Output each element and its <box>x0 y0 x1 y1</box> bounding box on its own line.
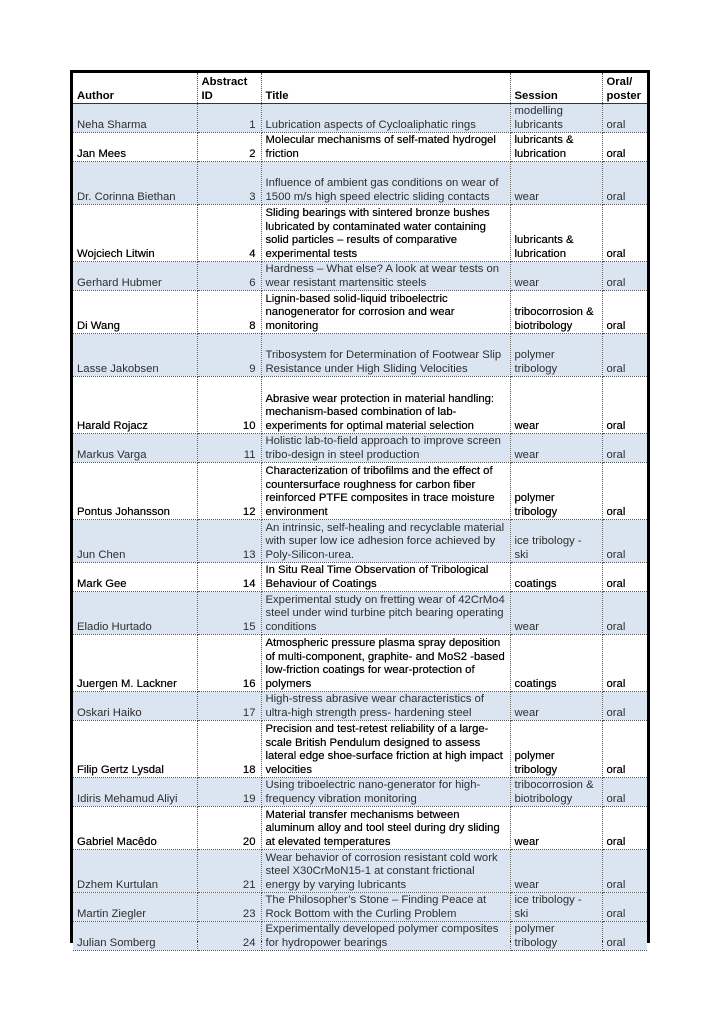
cell-abstract-id: 17 <box>197 692 261 721</box>
table-row <box>73 377 647 434</box>
cell-author: Di Wang <box>73 291 197 334</box>
cell-session: wear <box>510 162 602 205</box>
cell-abstract-id: 8 <box>197 291 261 334</box>
table-row <box>73 807 647 850</box>
cell-abstract-id: 9 <box>197 334 261 377</box>
table-row <box>73 334 647 377</box>
cell-session: wear <box>510 850 602 893</box>
cell-type: oral <box>602 377 647 434</box>
cell-abstract-id: 12 <box>197 463 261 520</box>
cell-session: coatings <box>510 563 602 592</box>
cell-abstract-id: 10 <box>197 377 261 434</box>
cell-abstract-id: 23 <box>197 893 261 922</box>
cell-session: wear <box>510 692 602 721</box>
cell-type: oral <box>602 721 647 778</box>
cell-type: oral <box>602 520 647 563</box>
cell-title: Tribosystem for Determination of Footwear Slip Resistance under High Sliding Velocities <box>261 334 510 377</box>
header-abstract-id: Abstract ID <box>197 73 261 104</box>
cell-author: Jan Mees <box>73 133 197 162</box>
cell-author: Juergen M. Lackner <box>73 635 197 692</box>
cell-session: polymer tribology <box>510 922 602 951</box>
cell-type: oral <box>602 692 647 721</box>
cell-author: Neha Sharma <box>73 104 197 133</box>
cell-abstract-id: 14 <box>197 563 261 592</box>
table-row <box>73 563 647 592</box>
cell-type: oral <box>602 434 647 463</box>
cell-author: Filip Gertz Lysdal <box>73 721 197 778</box>
cell-author: Martin Ziegler <box>73 893 197 922</box>
cell-session: wear <box>510 262 602 291</box>
cell-title: Atmospheric pressure plasma spray deposition of multi-component, graphite- and MoS2 -based low-friction coatings for wear-protection of polymers <box>261 635 510 692</box>
cell-title: In Situ Real Time Observation of Tribological Behaviour of Coatings <box>261 563 510 592</box>
cell-session: polymer tribology <box>510 334 602 377</box>
table-row <box>73 434 647 463</box>
cell-session: tribocorrosion & biotribology <box>510 291 602 334</box>
cell-session: modelling lubricants <box>510 104 602 133</box>
cell-type: oral <box>602 104 647 133</box>
table-row <box>73 520 647 563</box>
table-row <box>73 592 647 635</box>
table-row <box>73 162 647 205</box>
cell-type: oral <box>602 850 647 893</box>
cell-title: Holistic lab-to-field approach to improve screen tribo-design in steel production <box>261 434 510 463</box>
table-row <box>73 133 647 162</box>
cell-type: oral <box>602 205 647 262</box>
cell-abstract-id: 18 <box>197 721 261 778</box>
cell-title: Abrasive wear protection in material handling: mechanism-based combination of lab-experiments for optimal material selection <box>261 377 510 434</box>
cell-abstract-id: 20 <box>197 807 261 850</box>
cell-session: lubricants & lubrication <box>510 205 602 262</box>
table-row <box>73 262 647 291</box>
cell-title: The Philosopher’s Stone – Finding Peace at Rock Bottom with the Curling Problem <box>261 893 510 922</box>
header-title: Title <box>261 73 510 104</box>
cell-session: polymer tribology <box>510 721 602 778</box>
table-row <box>73 922 647 951</box>
table-row <box>73 778 647 807</box>
cell-session: ice tribology - ski <box>510 520 602 563</box>
table-row <box>73 205 647 262</box>
table-row <box>73 893 647 922</box>
cell-author: Eladio Hurtado <box>73 592 197 635</box>
cell-session: polymer tribology <box>510 463 602 520</box>
cell-title: Characterization of tribofilms and the effect of countersurface roughness for carbon fiber reinforced PTFE composites in trace moisture environment <box>261 463 510 520</box>
cell-type: oral <box>602 807 647 850</box>
cell-title: Hardness – What else? A look at wear tests on wear resistant martensitic steels <box>261 262 510 291</box>
cell-abstract-id: 3 <box>197 162 261 205</box>
cell-session: wear <box>510 592 602 635</box>
cell-author: Lasse Jakobsen <box>73 334 197 377</box>
table-row <box>73 850 647 893</box>
cell-type: oral <box>602 133 647 162</box>
cell-abstract-id: 21 <box>197 850 261 893</box>
cell-type: oral <box>602 592 647 635</box>
cell-type: oral <box>602 162 647 205</box>
cell-session: ice tribology - ski <box>510 893 602 922</box>
cell-type: oral <box>602 563 647 592</box>
cell-type: oral <box>602 463 647 520</box>
abstracts-table <box>73 73 647 951</box>
cell-type: oral <box>602 893 647 922</box>
cell-abstract-id: 19 <box>197 778 261 807</box>
header-author: Author <box>73 73 197 104</box>
table-row <box>73 463 647 520</box>
cell-author: Pontus Johansson <box>73 463 197 520</box>
cell-author: Idiris Mehamud Aliyi <box>73 778 197 807</box>
cell-type: oral <box>602 922 647 951</box>
cell-type: oral <box>602 262 647 291</box>
cell-title: Precision and test-retest reliability of a large-scale British Pendulum designed to assess lateral edge shoe-surface friction at high impact velocities <box>261 721 510 778</box>
cell-abstract-id: 2 <box>197 133 261 162</box>
cell-session: tribocorrosion & biotribology <box>510 778 602 807</box>
cell-title: Lignin-based solid-liquid triboelectric nanogenerator for corrosion and wear monitoring <box>261 291 510 334</box>
cell-title: Sliding bearings with sintered bronze bushes lubricated by contaminated water containing solid particles – results of comparative experimental tests <box>261 205 510 262</box>
cell-title: Material transfer mechanisms between aluminum alloy and tool steel during dry sliding at elevated temperatures <box>261 807 510 850</box>
table-header-row <box>73 73 647 104</box>
cell-abstract-id: 24 <box>197 922 261 951</box>
cell-abstract-id: 4 <box>197 205 261 262</box>
cell-title: Influence of ambient gas conditions on wear of 1500 m/s high speed electric sliding contacts <box>261 162 510 205</box>
cell-title: Using triboelectric nano-generator for high-frequency vibration monitoring <box>261 778 510 807</box>
cell-title: High-stress abrasive wear characteristics of ultra-high strength press- hardening steel <box>261 692 510 721</box>
cell-author: Julian Somberg <box>73 922 197 951</box>
cell-author: Mark Gee <box>73 563 197 592</box>
cell-author: Wojciech Litwin <box>73 205 197 262</box>
cell-author: Markus Varga <box>73 434 197 463</box>
cell-abstract-id: 11 <box>197 434 261 463</box>
document-table-frame <box>70 70 650 949</box>
cell-title: Lubrication aspects of Cycloaliphatic rings <box>261 104 510 133</box>
cell-author: Harald Rojacz <box>73 377 197 434</box>
header-session: Session <box>510 73 602 104</box>
table-row <box>73 104 647 133</box>
cell-type: oral <box>602 334 647 377</box>
table-row <box>73 635 647 692</box>
header-oral-poster: Oral/ poster <box>602 73 647 104</box>
cell-author: Gerhard Hubmer <box>73 262 197 291</box>
cell-abstract-id: 15 <box>197 592 261 635</box>
cell-session: wear <box>510 807 602 850</box>
cell-author: Dr. Corinna Biethan <box>73 162 197 205</box>
table-row <box>73 692 647 721</box>
cell-title: Experimental study on fretting wear of 42CrMo4 steel under wind turbine pitch bearing operating conditions <box>261 592 510 635</box>
cell-session: wear <box>510 377 602 434</box>
cell-author: Gabriel Macêdo <box>73 807 197 850</box>
cell-session: lubricants & lubrication <box>510 133 602 162</box>
cell-type: oral <box>602 778 647 807</box>
cell-title: An intrinsic, self-healing and recyclable material with super low ice adhesion force achieved by Poly-Silicon-urea. <box>261 520 510 563</box>
cell-abstract-id: 6 <box>197 262 261 291</box>
cell-author: Dzhem Kurtulan <box>73 850 197 893</box>
cell-session: wear <box>510 434 602 463</box>
cell-abstract-id: 13 <box>197 520 261 563</box>
cell-title: Wear behavior of corrosion resistant cold work steel X30CrMoN15-1 at constant frictional energy by varying lubricants <box>261 850 510 893</box>
cell-author: Jun Chen <box>73 520 197 563</box>
table-row <box>73 291 647 334</box>
cell-abstract-id: 16 <box>197 635 261 692</box>
cell-title: Experimentally developed polymer composites for hydropower bearings <box>261 922 510 951</box>
cell-type: oral <box>602 635 647 692</box>
cell-author: Oskari Haiko <box>73 692 197 721</box>
cell-type: oral <box>602 291 647 334</box>
table-row <box>73 721 647 778</box>
cell-abstract-id: 1 <box>197 104 261 133</box>
cell-title: Molecular mechanisms of self-mated hydrogel friction <box>261 133 510 162</box>
cell-session: coatings <box>510 635 602 692</box>
